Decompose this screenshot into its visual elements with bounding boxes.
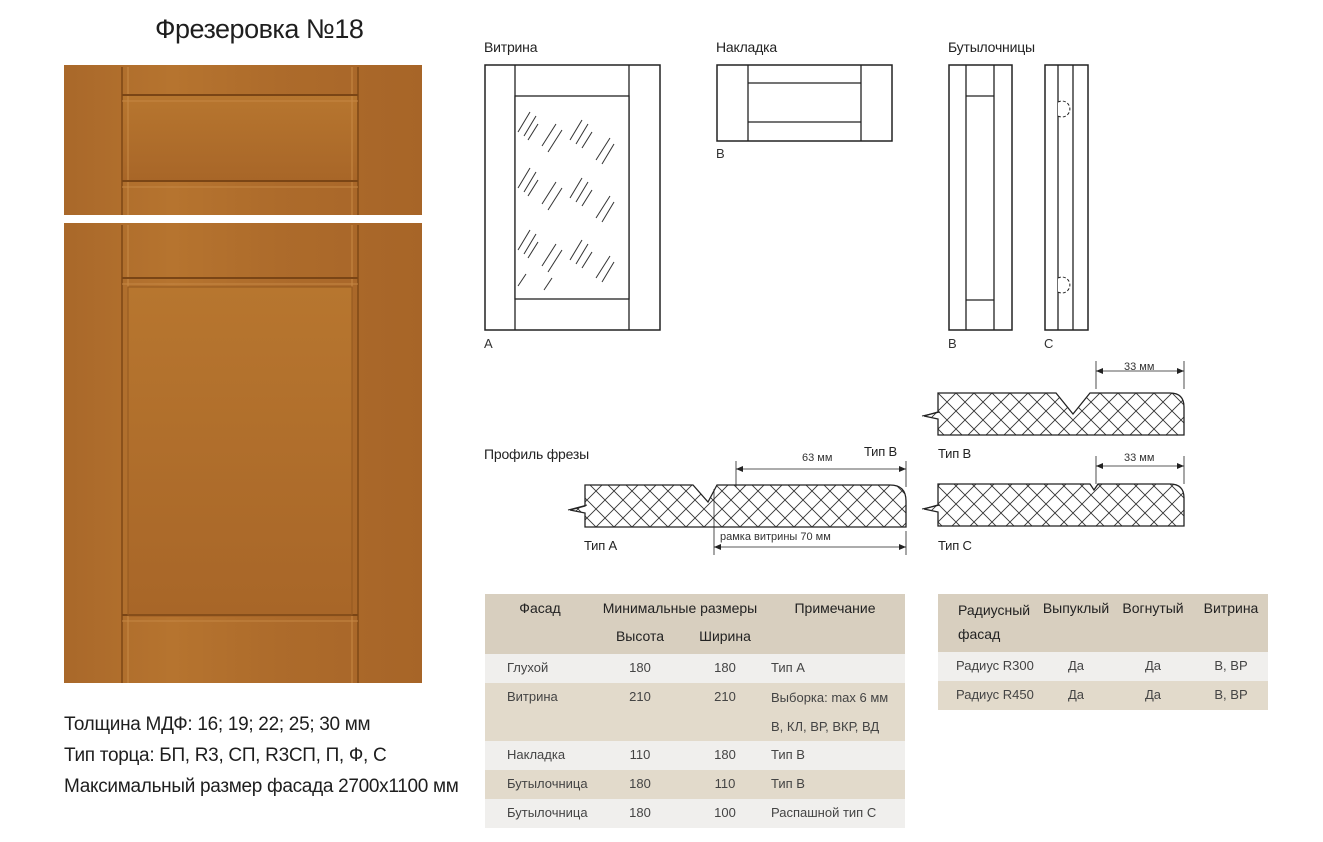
cell-vitrina: В, ВР: [1194, 681, 1268, 710]
cell-convex: Да: [1040, 681, 1112, 710]
page-title: Фрезеровка №18: [155, 14, 364, 44]
cell-width: 180: [685, 654, 765, 683]
butylochnitsy-label: Бутылочницы: [948, 39, 1035, 55]
profile-type-b-label: Тип В: [864, 444, 897, 459]
table-row: [938, 681, 1268, 710]
cell-facade: Витрина: [485, 683, 595, 741]
dim-frame: рамка витрины 70 мм: [716, 531, 835, 543]
drawer-front: [64, 65, 422, 215]
radius-header-vitrina: Витрина: [1194, 594, 1268, 652]
nakladka-drawing: [716, 64, 894, 143]
table-row: [485, 741, 905, 770]
profile-type-a-label: Тип А: [584, 538, 617, 553]
table-row: [938, 652, 1268, 681]
cell-note-line2: В, КЛ, ВР, ВКР, ВД: [771, 719, 880, 734]
cell-vitrina: В, ВР: [1194, 652, 1268, 681]
table-row: [485, 799, 905, 828]
profile-type-b-right-label: Тип В: [938, 446, 971, 461]
cell-note: [765, 683, 905, 741]
cell-height: 210: [595, 683, 685, 741]
spec-list: [64, 709, 459, 802]
cell-concave: Да: [1112, 652, 1194, 681]
vitrina-letter: A: [484, 336, 493, 351]
table-subheader-row: [485, 624, 905, 654]
radius-header-concave: Вогнутый: [1112, 594, 1194, 652]
cell-facade: Радиус R300: [938, 652, 1040, 681]
radius-facade-table: [938, 594, 1268, 710]
header-facade: Фасад: [485, 594, 595, 624]
vitrina-label: Витрина: [484, 39, 538, 55]
table-header-row: [485, 594, 905, 624]
door-front: [64, 223, 422, 683]
radius-header-facade-line1: Радиусный: [958, 602, 1031, 618]
table-row: [485, 654, 905, 683]
cell-height: 180: [595, 654, 685, 683]
cell-width: 100: [685, 799, 765, 828]
dim-33-bottom: 33 мм: [1124, 452, 1155, 464]
cell-note: Тип В: [765, 770, 905, 799]
profile-type-c-label: Тип С: [938, 538, 972, 553]
door-image: [64, 65, 422, 683]
butylochnitsa-c-letter: C: [1044, 336, 1054, 351]
header-min-sizes: Минимальные размеры: [595, 594, 765, 624]
cell-facade: Глухой: [485, 654, 595, 683]
header-height: Высота: [595, 624, 685, 654]
cell-note: Тип А: [765, 654, 905, 683]
facade-min-sizes-table: [485, 594, 905, 828]
header-width: Ширина: [685, 624, 765, 654]
cell-note: Распашной тип С: [765, 799, 905, 828]
nakladka-label: Накладка: [716, 39, 777, 55]
profile-label: Профиль фрезы: [484, 446, 589, 462]
header-note: Примечание: [765, 594, 905, 624]
cell-width: 110: [685, 770, 765, 799]
cell-facade: Радиус R450: [938, 681, 1040, 710]
spec-max-size: Максимальный размер фасада 2700х1100 мм: [64, 776, 459, 797]
cell-facade: Бутылочница: [485, 770, 595, 799]
spec-edge-type: Тип торца: БП, R3, СП, R3СП, П, Ф, С: [64, 745, 387, 766]
cell-width: 210: [685, 683, 765, 741]
cell-height: 180: [595, 799, 685, 828]
cell-concave: Да: [1112, 681, 1194, 710]
table-row: [485, 683, 905, 741]
cell-note: Тип В: [765, 741, 905, 770]
spec-thickness: Толщина МДФ: 16; 19; 22; 25; 30 мм: [64, 714, 371, 735]
cell-convex: Да: [1040, 652, 1112, 681]
cell-facade: Накладка: [485, 741, 595, 770]
butylochnitsa-c-drawing: [1044, 64, 1091, 332]
cell-height: 180: [595, 770, 685, 799]
vitrina-drawing: [484, 64, 662, 332]
radius-header-facade: [938, 594, 1040, 652]
radius-header-row: [938, 594, 1268, 652]
cell-facade: Бутылочница: [485, 799, 595, 828]
cell-width: 180: [685, 741, 765, 770]
dim-63: 63 мм: [802, 452, 833, 464]
nakladka-letter: B: [716, 146, 725, 161]
table-row: [485, 770, 905, 799]
radius-header-facade-line2: фасад: [958, 626, 1001, 642]
butylochnitsa-b-letter: B: [948, 336, 957, 351]
dim-33-top: 33 мм: [1124, 361, 1155, 373]
cell-height: 110: [595, 741, 685, 770]
butylochnitsa-b-drawing: [948, 64, 1015, 332]
cell-note-line1: Выборка: max 6 мм: [771, 690, 889, 705]
radius-header-convex: Выпуклый: [1040, 594, 1112, 652]
